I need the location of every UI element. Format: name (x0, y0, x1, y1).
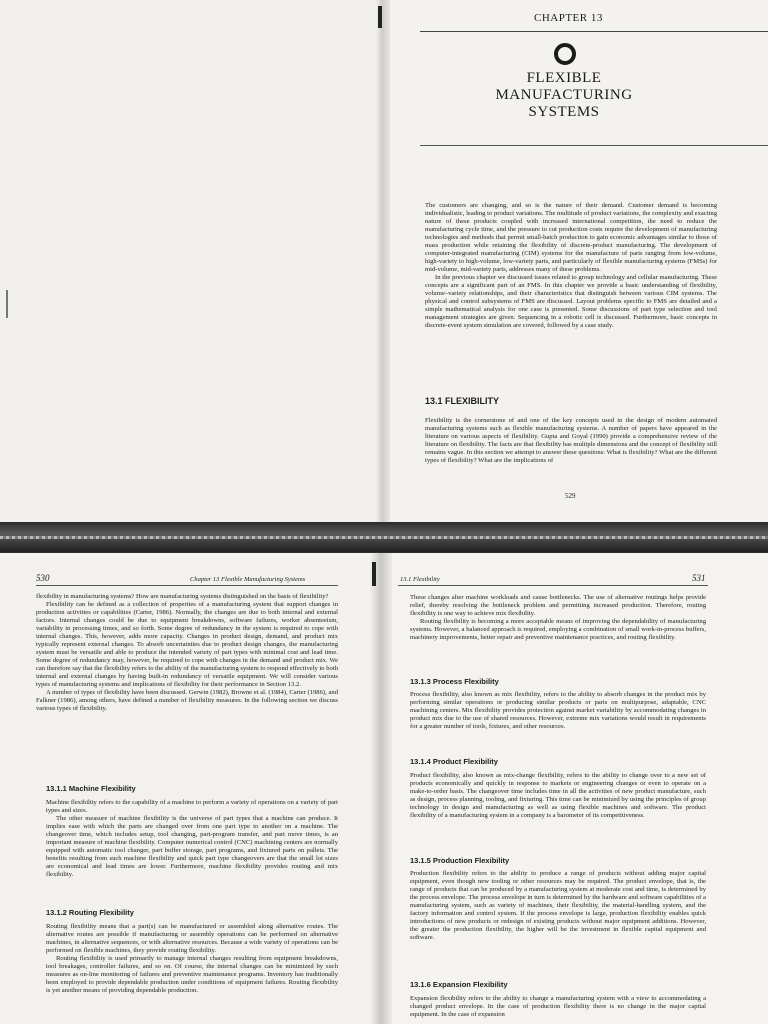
body-paragraph: The other measure of machine flexibility is the universe of part types that a machine can produce. It implies ease with which the parts are changed over from one part type to another on a machine. The changeover time, which includes setup, tool changing, part-program transfer, and part move times, is an important measure of machine flexibility. Computer numerical control (CNC) machining centers are normally equipped with automatic tool changer, part buffer storage, part programs, and fixtured parts on pallets. The benefits resulting from such machine flexibility and quick part type changeovers are that the small lot sizes are economical and lead times are lower. Furthermore, machine flexibility provides routing and mix flexibility. (46, 815, 338, 878)
flexibility-paragraph (425, 417, 717, 465)
page-number: 531 (692, 573, 706, 583)
subsection-heading: 13.1.3 Process Flexibility (410, 677, 499, 686)
section-heading: 13.1 FLEXIBILITY (425, 396, 500, 406)
subsection-heading: 13.1.5 Production Flexibility (410, 856, 510, 865)
running-head: 13.1 Flexibility (400, 576, 440, 583)
body-text (410, 691, 706, 731)
running-head: Chapter 13 Flexible Manufacturing Systems (190, 576, 306, 583)
page-number: 529 (565, 492, 576, 500)
chapter-intro (425, 202, 717, 330)
body-text (46, 799, 338, 879)
header-rule (398, 585, 708, 586)
body-text (410, 594, 706, 642)
body-paragraph: A number of types of flexibility have been discussed. Gerwin (1982), Browne et al. (1984), Carter (1986), and Falkner (1986), among others, have defined a number of flexibility measures. In the following section we discuss various types of flexibility. (36, 689, 338, 712)
body-text (46, 923, 338, 995)
intro-paragraph: In the previous chapter we discussed issues related to group technology and cellular manufacturing. These concepts are a significant part of an FMS. In this chapter we provide a basic understanding of flexibility, volume–variety relationships, and their characteristics that distinguish between various CIM systems. The physical and control subsystems of FMS are discussed. Layout problems specific to FMS are detailed and a simple mathematical analysis for one case is presented. Some discussions of part type selection and tool management strategies are given. Sequencing in a robotic cell is discussed. Furthermore, basic concepts in discrete-event system simulation are covered, followed by a case study. (425, 274, 717, 329)
title-rule (420, 145, 768, 146)
binding-clip-mark (372, 562, 376, 586)
book-gutter (376, 0, 390, 522)
page-number: 530 (36, 573, 50, 583)
chapter-title (454, 70, 674, 121)
body-paragraph: flexibility in manufacturing systems? How are manufacturing systems distinguished on the basis of flexibility? (36, 593, 329, 600)
body-paragraph: Expansion flexibility refers to the ability to change a manufacturing system with a view to accommodating a changed product envelope. In the case of production flexibility there is no change in the major capital equipment. In the case of expansion (410, 995, 706, 1018)
body-paragraph: Routing flexibility is used primarily to manage internal changes resulting from equipment breakdowns, tool breakages, controller failures, and so on. Of course, the internal changes can be minimized by such measures as on-line monitoring of failures and preventive maintenance programs. Inventory has traditionally been employed to provide dependable production under conditions of equipment failures. Routing flexibility is yet another means of providing dependable production. (46, 955, 338, 994)
header-rule (36, 585, 338, 586)
blank-facing-page (0, 0, 386, 522)
body-paragraph: Flexibility is the cornerstone of and one of the key concepts used in the design of modern automated manufacturing systems such as flexible manufacturing systems. A number of papers have appeared in the literature on various aspects of flexibility. Gupta and Goyal (1990) provide a comprehensive review of the literature on flexibility. The facts are that flexibility has multiple dimensions and the concept of flexibility still remains vague. In this section we attempt to answer these questions: What is flexibility? What are the different types of flexibility? What are the implications of (425, 417, 717, 464)
body-text (36, 593, 338, 713)
chapter-title-line: FLEXIBLE (526, 70, 602, 86)
margin-mark (6, 290, 8, 318)
chapter-title-line: SYSTEMS (528, 104, 600, 120)
body-text (410, 772, 706, 820)
body-paragraph: Production flexibility refers to the ability to produce a range of products without adding major capital equipment, even though new tooling or other resources may be required. The product envelope, that is, the range of products that can be produced by a manufacturing system at moderate cost and time, is determined by the process envelope. The process envelope in turn is determined by the hardware and software capabilities of a manufacturing system, such as variety of machines, their flexibility, the material-handling system, and the factory information and control system. If the process envelope is large, production flexibility enables quick introductions of new products or redesign of existing products without major equipment additions. However, the greater the production flexibility, the higher will be the investment in flexible capital equipment and software. (410, 870, 706, 941)
chapter-title-line: MANUFACTURING (495, 87, 633, 103)
scanner-stripe (0, 536, 768, 539)
binding-clip-mark (378, 6, 382, 28)
chapter-circle-icon (554, 43, 576, 65)
body-paragraph: Machine flexibility refers to the capability of a machine to perform a variety of operations on a variety of part types and sizes. (46, 799, 338, 814)
intro-paragraph: The customers are changing, and so is the nature of their demand. Customer demand is becoming individualistic, leading to product variations. The multitude of product variations, the complexity and exacting nature of these products coupled with increased international competition, the need to reduce the manufacturing cycle time, and the pressure to cut production costs require the development of manufacturing technologies and methods that permit small-batch production to gain economic advantages similar to those of mass production while retaining the flexibility of discrete-product manufacturing. The development of computer-integrated manufacturing (CIM) systems for the manufacture of parts ranging from low-volume, high-variety to high-volume, low-variety parts, and particularly of flexible manufacturing systems (FMSs) for mid-volume, mid-variety parts, addresses many of these problems. (425, 202, 717, 273)
subsection-heading: 13.1.6 Expansion Flexibility (410, 980, 508, 989)
body-paragraph: Product flexibility, also known as mix-change flexibility, refers to the ability to change over to a new set of products economically and quickly in response to markets or engineering changes or even to operate on a make-to-order basis. The changeover time includes time in all the activities of new product manufacture, such as design, process planning, tooling, and fixturing. This time can be minimized by using the principles of group technology in design and manufacturing as well as using flexible machines and software. The product flexibility of a manufacturing system in a company is a barometer of its competitiveness. (410, 772, 706, 819)
subsection-heading: 13.1.2 Routing Flexibility (46, 908, 134, 917)
body-paragraph: Process flexibility, also known as mix flexibility, refers to the ability to absorb changes in the product mix by performing similar operations or producing similar products or parts on multipurpose, adaptable, CNC machining centers. Mix flexibility provides protection against market variability by accommodating changes in product mix due to the use of shared resources. However, extreme mix variations would result in requirements for a greater number of tools, fixtures, and other resources. (410, 691, 706, 730)
subsection-heading: 13.1.4 Product Flexibility (410, 757, 498, 766)
chapter-label: CHAPTER 13 (534, 12, 603, 24)
book-gutter (370, 553, 392, 1024)
body-paragraph: These changes alter machine workloads and cause bottlenecks. The use of alternative routings helps provide relief, thereby resolving the bottleneck problem and permitting increased production. Therefore, routing flexibility is one way to achieve mix flexibility. (410, 594, 706, 617)
subsection-heading: 13.1.1 Machine Flexibility (46, 784, 136, 793)
body-paragraph: Flexibility can be defined as a collection of properties of a manufacturing system that support changes in production activities or capabilities (Carter, 1986). Normally, the changes are due to both internal and external factors. Internal changes could be due to equipment breakdowns, software failures, worker absenteeism, variability in processing times, and so forth. Some degree of redundancy in the system is required to cope with internal changes. This, however, adds more capacity. Changes in product design, demand, and product mix typically represent external changes. To absorb uncertainties due to product design changes, the manufacturing system must be versatile and able to produce the intended variety of part types with minimal cost and lead time. Some degree of redundancy may, however, be required to cope with changes in the demand and product mix. We can therefore say that the flexibility refers to the ability of the manufacturing system to respond effectively to both internal and external changes by having built-in redundancy of versatile equipment. We will consider various types of manufacturing systems and implications of flexibility for their performance in Section 13.2. (36, 601, 338, 688)
header-rule (420, 31, 768, 32)
body-paragraph: Routing flexibility means that a part(s) can be manufactured or assembled along alternative routes. The alternative routes are possible if manufacturing or assembly operations can be performed on alternative machines, in alternative sequences, or with alternative resources. Because a wide variety of operations can be performed on flexible machines, they provide routing flexibility. (46, 923, 338, 954)
body-paragraph: Routing flexibility is becoming a more acceptable means of improving the dependability of manufacturing systems. However, a balanced approach is required, employing a combination of small work-in-process buffers, machinery improvements, better repair and preventive maintenance practices, and routing flexibility. (410, 618, 706, 641)
body-text (410, 870, 706, 942)
body-text (410, 995, 706, 1019)
